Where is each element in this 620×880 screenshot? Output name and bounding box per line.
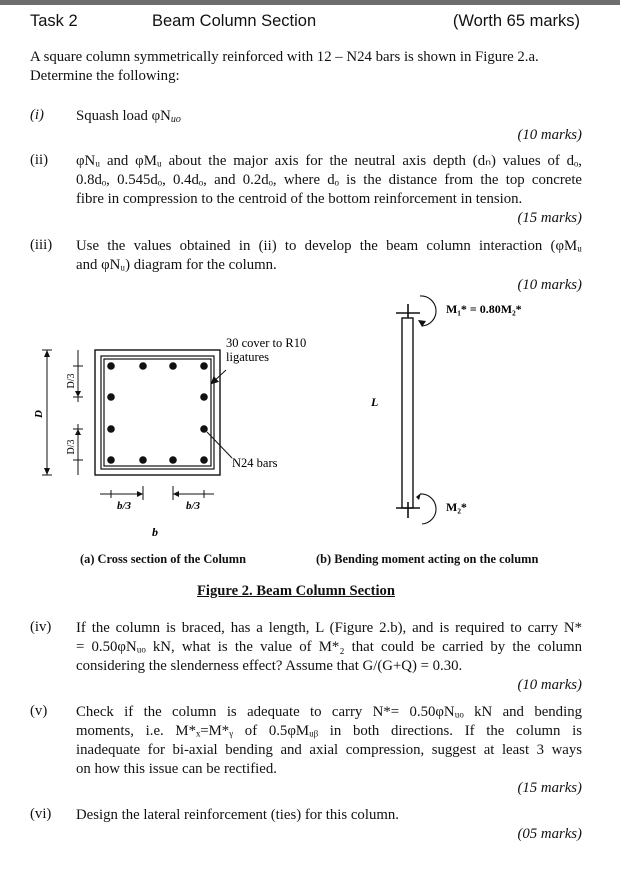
bar [107, 425, 115, 433]
q4-line-3: considering the slenderness effect? Assume that G/(G+Q) = 0.30. [76, 658, 463, 674]
b3-right-arrow [173, 491, 179, 497]
q5-marks: (15 marks) [517, 780, 582, 796]
d-label: D [33, 410, 45, 418]
q2-line-2: 0.8dₒ, 0.545dₒ, 0.4dₒ, and 0.2dₒ, where dₒ is the distance from the top concrete [76, 172, 582, 188]
d-arrow-top [44, 350, 50, 357]
bar [200, 362, 208, 370]
bar [139, 362, 147, 370]
q3-line-1: Use the values obtained in (ii) to develop the beam column interaction (φMᵤ [76, 238, 582, 254]
page-title: Beam Column Section [152, 12, 317, 30]
q1-marks: (10 marks) [517, 127, 582, 143]
bars-label: N24 bars [232, 456, 278, 470]
bar [107, 393, 115, 401]
intro-line-1: A square column symmetrically reinforced with 12 – N24 bars is shown in Figure 2.a. [30, 49, 539, 65]
q3-number: (iii) [30, 237, 53, 253]
q4-number: (iv) [30, 619, 52, 635]
top-rule [0, 0, 620, 5]
intro-line-2: Determine the following: [30, 68, 180, 84]
column-elevation [402, 318, 413, 508]
d3-top-arrow [75, 391, 81, 397]
q1-text [76, 107, 181, 129]
ligature-outer [101, 356, 214, 469]
figure-title: Figure 2. Beam Column Section [197, 583, 395, 599]
b3-label-right: b/3 [186, 500, 201, 512]
worth-marks: (Worth 65 marks) [452, 12, 580, 30]
q2-line-3: fibre in compression to the centroid of the bottom reinforcement in tension. [76, 191, 523, 207]
q5-line-3: inadequate for bi-axial bending and axial compression, suggest at least 3 ways [76, 742, 582, 758]
q5-line-1: Check if the column is adequate to carry N*= 0.50φNᵤₒ kN and bending [76, 704, 582, 720]
ligature-inner [104, 359, 211, 466]
caption-b: (b) Bending moment acting on the column [316, 552, 539, 566]
task-label: Task 2 [30, 12, 78, 30]
q3-marks: (10 marks) [517, 277, 582, 293]
m1-label: M₁* = 0.80M₂* [446, 302, 522, 316]
column-outer-section [95, 350, 220, 475]
q3-line-2: and φNᵤ) diagram for the column. [76, 257, 277, 273]
q1-text-sub: uo [170, 114, 181, 125]
q6-number: (vi) [30, 806, 52, 822]
b-label: b [152, 525, 158, 539]
d3-bottom-arrow [75, 429, 81, 435]
bar [139, 456, 147, 464]
bar [200, 456, 208, 464]
q4-line-2: = 0.50φNᵤₒ kN, what is the value of M*₂ that could be carried by the column [76, 639, 582, 655]
q5-line-2: moments, i.e. M*ₓ=M*ᵧ of 0.5φMᵤᵦ in both directions. If the column is [76, 723, 582, 739]
bar [200, 425, 208, 433]
moment-m2-arrow [416, 493, 421, 500]
cover-label-2: ligatures [226, 350, 270, 364]
n24-bars [107, 362, 208, 464]
q5-number: (v) [30, 703, 48, 719]
bar [169, 362, 177, 370]
d3-label-bottom: D/3 [66, 439, 77, 455]
m2-label: M₂* [446, 500, 467, 514]
bar [200, 393, 208, 401]
q6-marks: (05 marks) [517, 826, 582, 842]
q4-line-1: If the column is braced, has a length, L (Figure 2.b), and is required to carry N* [76, 620, 582, 636]
q5-line-4: on how this issue can be rectified. [76, 761, 277, 777]
q2-marks: (15 marks) [517, 210, 582, 226]
q1-text-main: Squash load φN [76, 108, 171, 124]
b3-label-left: b/3 [117, 500, 132, 512]
q6-text: Design the lateral reinforcement (ties) for this column. [76, 807, 399, 823]
bar [107, 456, 115, 464]
d3-label-top: D/3 [66, 373, 77, 389]
q2-number: (ii) [30, 152, 49, 168]
q2-line-1: φNᵤ and φMᵤ about the major axis for the neutral axis depth (dₙ) values of dₒ, [76, 153, 582, 169]
l-label: L [371, 395, 379, 409]
moment-m2-arc [420, 494, 436, 524]
b3-left-arrow [137, 491, 143, 497]
bar [169, 456, 177, 464]
q1-number: (i) [30, 107, 44, 123]
bar [107, 362, 115, 370]
d-arrow-bottom [44, 468, 50, 475]
q4-marks: (10 marks) [517, 677, 582, 693]
cover-label-1: 30 cover to R10 [226, 336, 307, 350]
caption-a: (a) Cross section of the Column [80, 552, 247, 566]
